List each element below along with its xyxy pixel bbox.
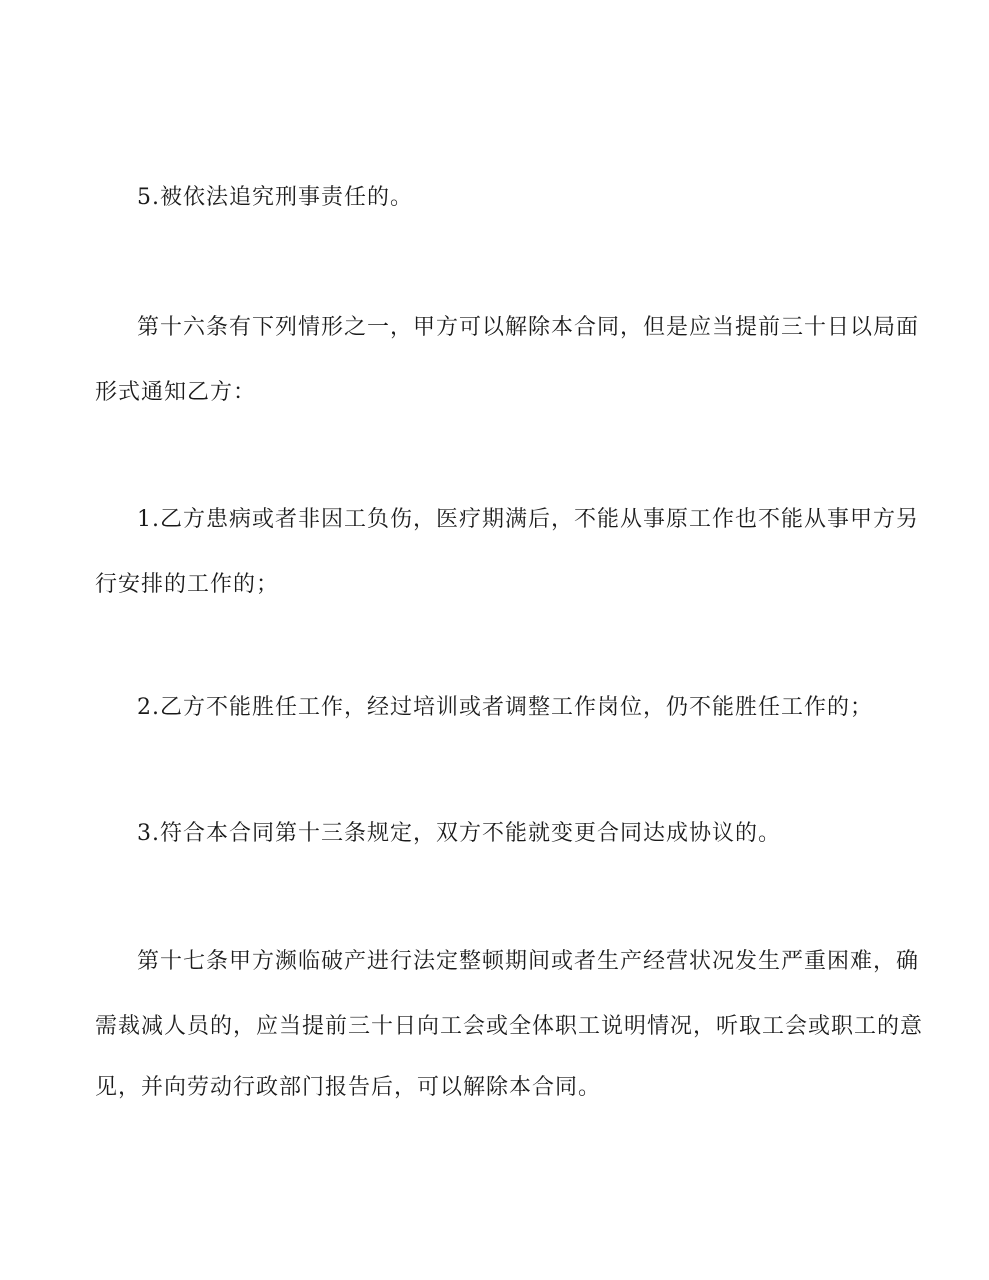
article-17-line-1: 第十七条甲方濒临破产进行法定整顿期间或者生产经营状况发生严重困难，确 bbox=[137, 949, 920, 974]
article-17-line-2: 需裁减人员的，应当提前三十日向工会或全体职工说明情况，听取工会或职工的意 bbox=[95, 1014, 924, 1039]
article-16-item-1-line-1: 1.乙方患病或者非因工负伤，医疗期满后，不能从事原工作也不能从事甲方另 bbox=[137, 507, 919, 532]
article-16-line-1: 第十六条有下列情形之一，甲方可以解除本合同，但是应当提前三十日以局面 bbox=[137, 315, 920, 340]
clause-5-text: 5.被依法追究刑事责任的。 bbox=[137, 185, 413, 210]
article-17-line-3: 见，并向劳动行政部门报告后，可以解除本合同。 bbox=[95, 1075, 602, 1100]
article-16-item-2: 2.乙方不能胜任工作，经过培训或者调整工作岗位，仍不能胜任工作的； bbox=[137, 695, 873, 720]
article-16-item-1-line-2: 行安排的工作的； bbox=[95, 572, 280, 597]
article-16-item-3: 3.符合本合同第十三条规定，双方不能就变更合同达成协议的。 bbox=[137, 821, 781, 846]
article-16-line-2: 形式通知乙方： bbox=[95, 380, 257, 405]
